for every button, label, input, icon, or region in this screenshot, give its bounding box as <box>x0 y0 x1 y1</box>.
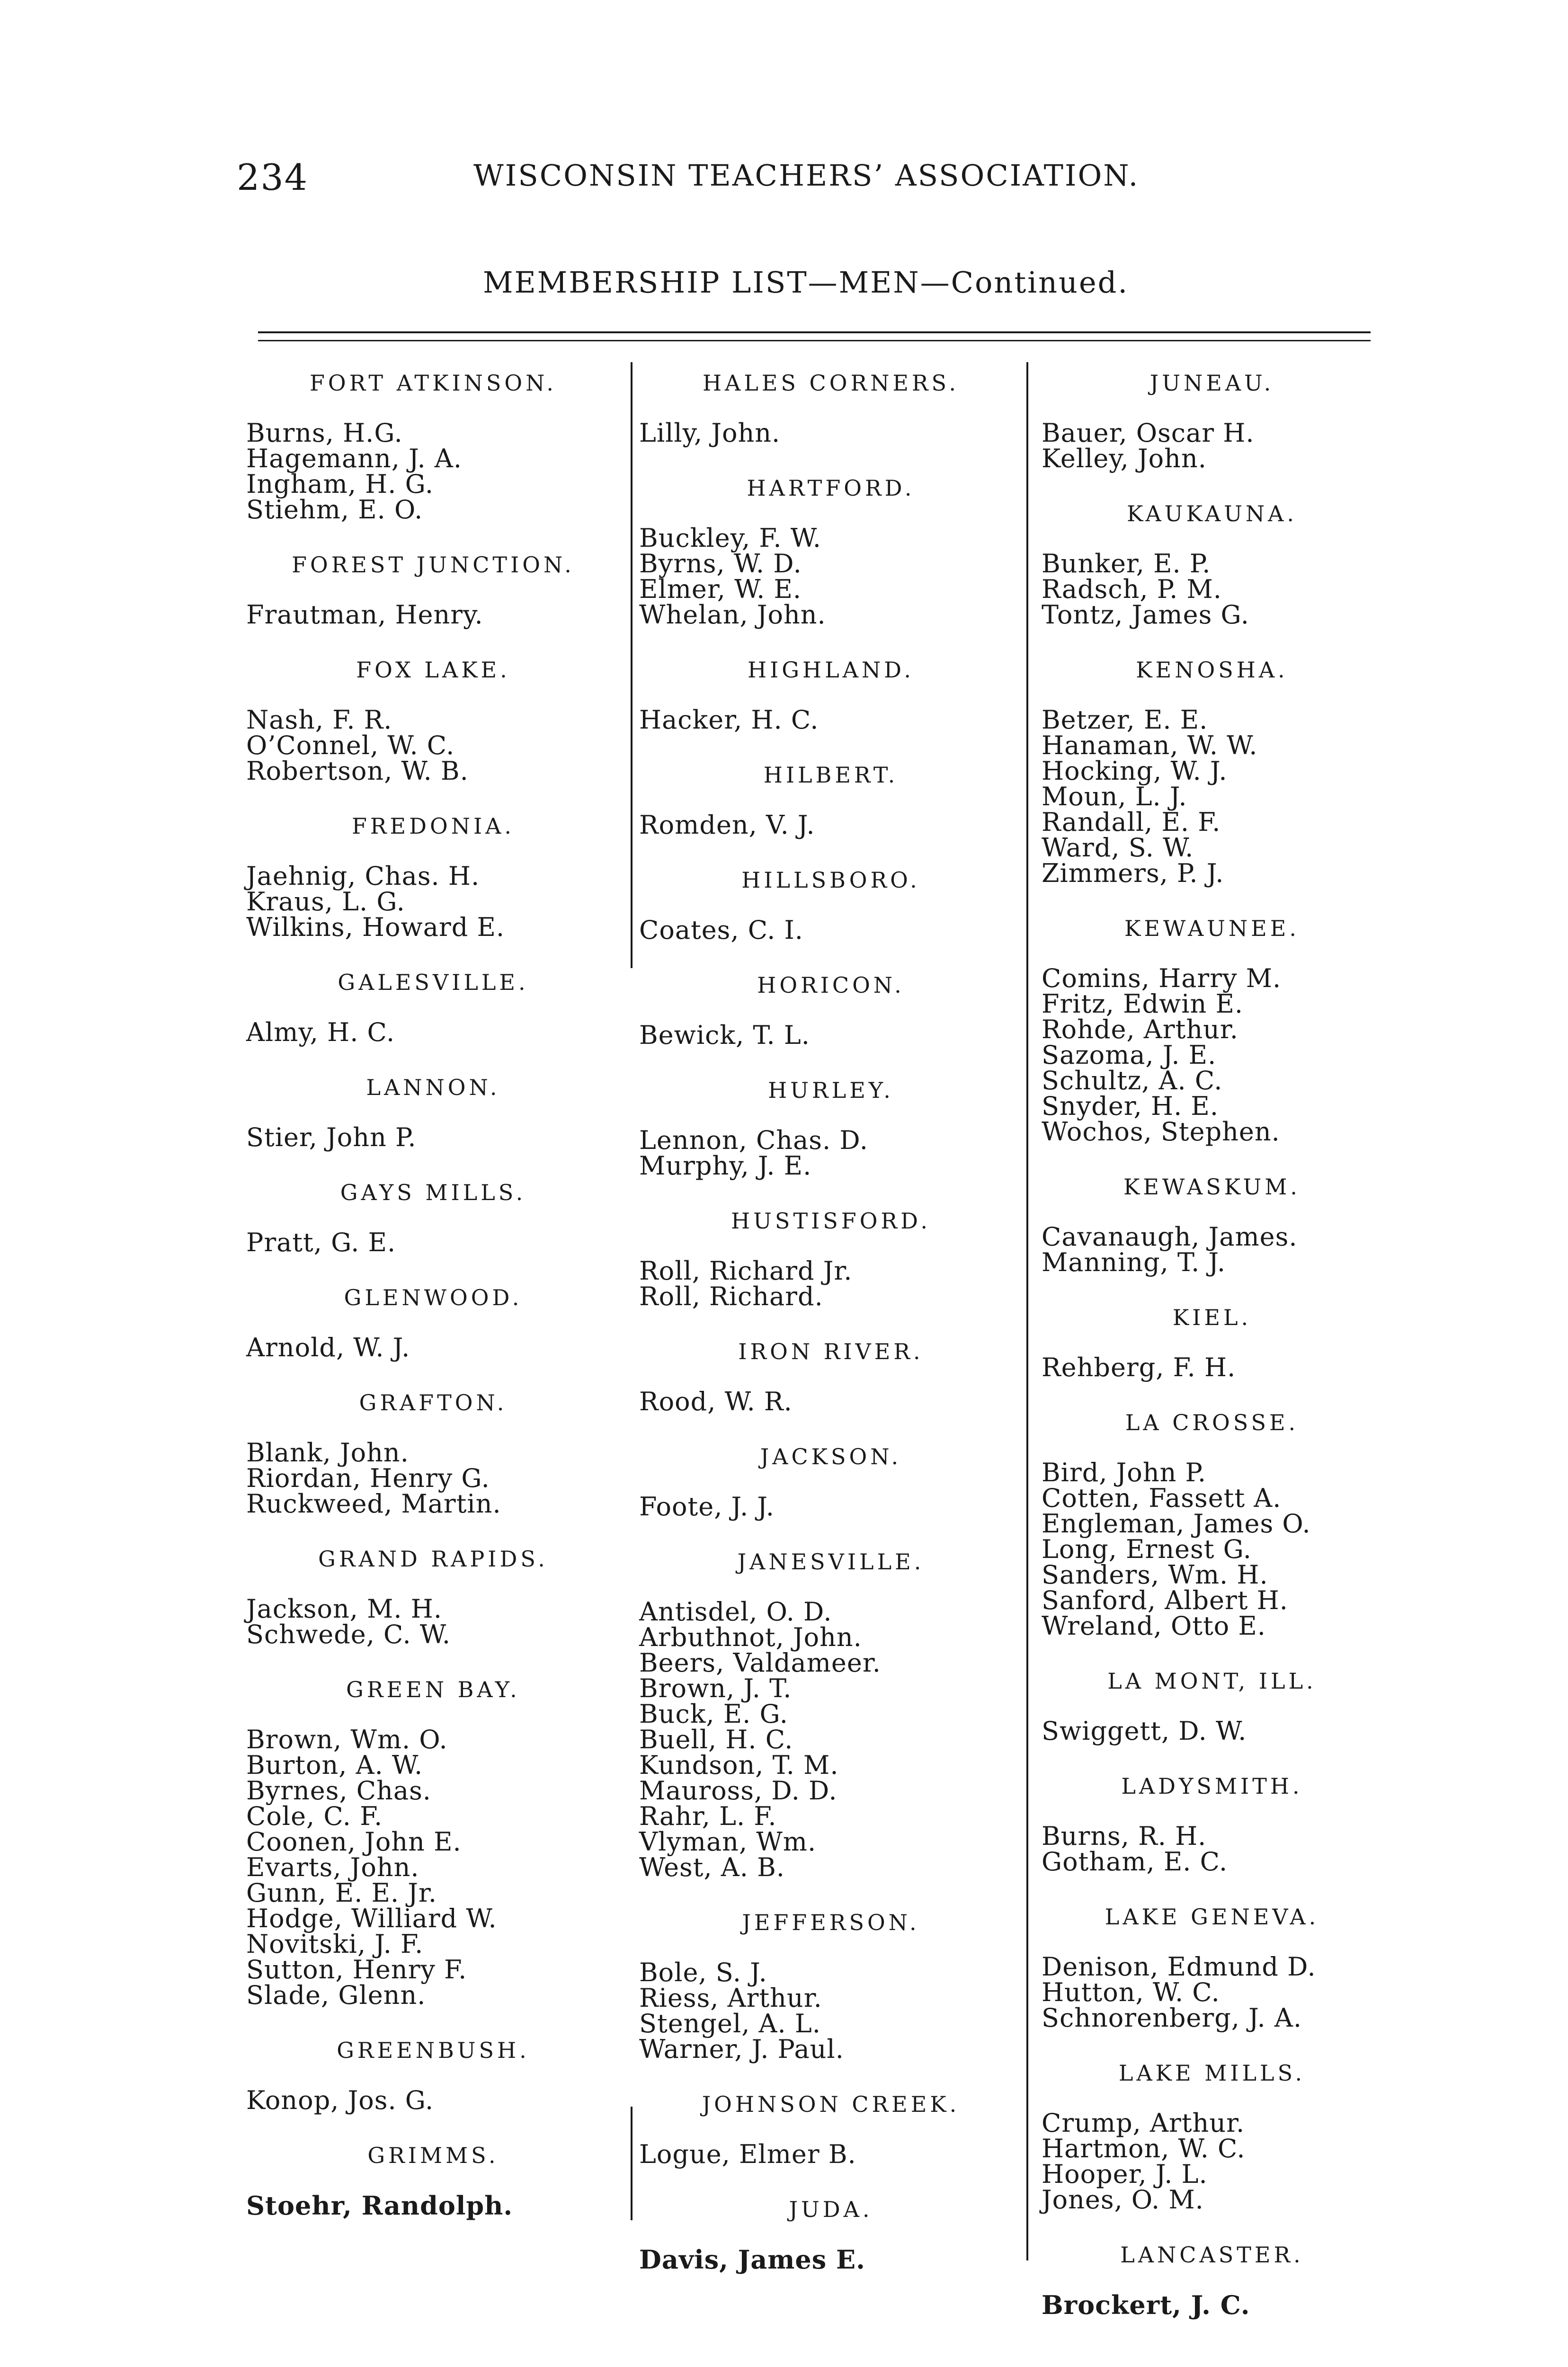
town-section <box>237 1546 630 1647</box>
town-section <box>1032 1773 1392 1875</box>
member-name: Hacker, H. C. <box>639 705 819 735</box>
member-name: Long, Ernest G. <box>1042 1534 1252 1564</box>
member-list <box>237 707 630 784</box>
member-name: Sutton, Henry F. <box>246 1955 467 1984</box>
town-section <box>237 2038 630 2113</box>
member-list <box>237 1596 630 1647</box>
member-name: Kelley, John. <box>1042 444 1207 473</box>
town-heading: KEWASKUM. <box>1123 1174 1301 1200</box>
town-heading: HARTFORD. <box>747 475 915 501</box>
town-heading: JACKSON. <box>760 1444 902 1469</box>
member-name: Rehberg, F. H. <box>1042 1353 1236 1382</box>
member-name: Cole, C. F. <box>246 1801 383 1831</box>
member-name: Buell, H. C. <box>639 1725 793 1754</box>
member-list <box>630 525 1032 628</box>
member-list <box>237 420 630 523</box>
member-name: Lennon, Chas. D. <box>639 1125 868 1155</box>
member-list <box>237 1335 630 1361</box>
member-name: Konop, Jos. G. <box>246 2085 434 2115</box>
member-name: Romden, V. J. <box>639 810 815 840</box>
member-name: Hanaman, W. W. <box>1042 730 1258 760</box>
town-section <box>1032 916 1392 1145</box>
member-list <box>1032 1460 1392 1639</box>
member-list <box>1032 1224 1392 1275</box>
town-heading: KAUKAUNA. <box>1126 501 1298 526</box>
town-section <box>237 1390 630 1517</box>
member-name: Schwede, C. W. <box>246 1620 451 1649</box>
member-name: West, A. B. <box>639 1852 785 1882</box>
member-list <box>1032 1718 1392 1744</box>
member-name: Coonen, John E. <box>246 1827 462 1857</box>
member-name: Nash, F. R. <box>246 705 392 735</box>
town-heading: HURLEY. <box>768 1077 894 1103</box>
member-name: Burns, R. H. <box>1042 1821 1207 1851</box>
town-section <box>630 1339 1032 1415</box>
member-name: Radsch, P. M. <box>1042 574 1222 604</box>
member-name: Logue, Elmer B. <box>639 2139 856 2169</box>
member-name: Denison, Edmund D. <box>1042 1952 1316 1982</box>
town-heading: JEFFERSON. <box>742 1910 920 1935</box>
member-name: Novitski, J. F. <box>246 1929 424 1959</box>
member-name: Kundson, T. M. <box>639 1750 839 1780</box>
town-section <box>237 1285 630 1361</box>
member-name: O’Connel, W. C. <box>246 730 455 760</box>
member-name: Whelan, John. <box>639 600 826 630</box>
member-list <box>237 1017 630 1047</box>
town-heading: JUNEAU. <box>1149 370 1274 396</box>
town-heading: LAKE GENEVA. <box>1105 1904 1319 1930</box>
list-title: MEMBERSHIP LIST—MEN—Continued. <box>483 265 1129 300</box>
town-section <box>630 1444 1032 1520</box>
member-name: Engleman, James O. <box>1042 1509 1311 1539</box>
town-section <box>630 1208 1032 1309</box>
member-list <box>237 1230 630 1255</box>
member-list <box>1032 1954 1392 2031</box>
member-list <box>237 863 630 940</box>
member-name: Burton, A. W. <box>246 1750 423 1780</box>
membership-column-1 <box>237 360 630 2277</box>
member-name: Hodge, Williard W. <box>246 1904 497 1933</box>
member-list <box>630 1258 1032 1309</box>
member-name: Slade, Glenn. <box>246 1980 426 2010</box>
town-heading: HIGHLAND. <box>747 657 915 683</box>
member-name: Swiggett, D. W. <box>1042 1716 1247 1746</box>
town-section <box>1032 1305 1392 1380</box>
member-list <box>1032 1355 1392 1380</box>
member-name: Almy, H. C. <box>246 1017 395 1047</box>
member-name: Rahr, L. F. <box>639 1801 777 1831</box>
member-list <box>630 420 1032 446</box>
town-heading: GLENWOOD. <box>344 1285 523 1310</box>
member-name: Frautman, Henry. <box>246 600 483 630</box>
member-list <box>630 1389 1032 1415</box>
member-list <box>630 2139 1032 2169</box>
member-list <box>1032 963 1392 1147</box>
member-name: Riordan, Henry G. <box>246 1463 490 1493</box>
member-name: Hooper, J. L. <box>1042 2159 1208 2189</box>
member-name: Gunn, E. E. Jr. <box>246 1878 437 1908</box>
page-number: 234 <box>237 156 309 198</box>
member-list <box>237 1727 630 2008</box>
town-section <box>630 762 1032 838</box>
town-section <box>237 813 630 940</box>
member-name: Arnold, W. J. <box>246 1333 410 1362</box>
town-heading: LANNON. <box>366 1075 500 1100</box>
member-name: Stengel, A. L. <box>639 2009 821 2038</box>
member-name: Crump, Arthur. <box>1042 2108 1245 2138</box>
town-section <box>1032 1410 1392 1639</box>
town-section <box>237 970 630 1045</box>
town-section <box>1032 1904 1392 2031</box>
town-heading: KEWAUNEE. <box>1124 916 1300 941</box>
member-name: Ingham, H. G. <box>246 469 434 499</box>
member-name: Rood, W. R. <box>639 1387 793 1416</box>
member-name: Foote, J. J. <box>639 1492 775 1522</box>
town-heading: LA CROSSE. <box>1125 1410 1299 1435</box>
town-section <box>237 2143 630 2221</box>
member-name: Hocking, W. J. <box>1042 756 1228 786</box>
town-section <box>237 1075 630 1150</box>
page-header <box>237 156 1420 204</box>
member-name: Moun, L. J. <box>1042 782 1187 811</box>
member-name: Buckley, F. W. <box>639 523 821 553</box>
member-list <box>630 2244 1032 2275</box>
member-list <box>630 1494 1032 1520</box>
member-name: Bewick, T. L. <box>639 1020 810 1050</box>
member-list <box>630 1125 1032 1181</box>
member-name: Snyder, H. E. <box>1042 1091 1219 1121</box>
member-name: Robertson, W. B. <box>246 756 469 786</box>
member-list <box>1032 2292 1392 2318</box>
town-section <box>1032 2242 1392 2318</box>
town-section <box>237 370 630 523</box>
member-name: Byrnes, Chas. <box>246 1776 431 1806</box>
member-list <box>630 917 1032 943</box>
member-name: Coates, C. I. <box>639 915 803 945</box>
member-name: Roll, Richard Jr. <box>639 1256 853 1286</box>
member-name: Bole, S. J. <box>639 1958 767 1987</box>
town-section <box>630 867 1032 943</box>
town-heading: FORT ATKINSON. <box>309 370 557 396</box>
member-name: Vlyman, Wm. <box>639 1827 817 1857</box>
town-heading: JUDA. <box>789 2197 873 2222</box>
member-name: Blank, John. <box>246 1438 409 1468</box>
member-name: Lilly, John. <box>639 418 781 448</box>
member-list <box>630 812 1032 838</box>
member-name: Sanford, Albert H. <box>1042 1585 1288 1615</box>
member-name: Bauer, Oscar H. <box>1042 418 1255 448</box>
town-heading: GRAFTON. <box>359 1390 508 1415</box>
town-heading: LANCASTER. <box>1120 2242 1304 2268</box>
town-heading: HUSTISFORD. <box>731 1208 931 1234</box>
member-name: Hartmon, W. C. <box>1042 2134 1246 2163</box>
town-heading: HALES CORNERS. <box>702 370 960 396</box>
town-heading: GRIMMS. <box>367 2143 499 2168</box>
member-list <box>237 602 630 628</box>
member-name: Elmer, W. E. <box>639 574 802 604</box>
town-heading: GREENBUSH. <box>337 2038 530 2063</box>
member-list <box>237 2085 630 2115</box>
member-name: Sazoma, J. E. <box>1042 1040 1217 1070</box>
running-head: WISCONSIN TEACHERS’ ASSOCIATION. <box>473 158 1140 193</box>
member-name: Byrns, W. D. <box>639 549 802 578</box>
town-section <box>1032 501 1392 628</box>
member-name: Brown, Wm. O. <box>246 1725 448 1754</box>
member-name: Stiehm, E. O. <box>246 495 423 525</box>
member-name: Sanders, Wm. H. <box>1042 1560 1268 1590</box>
town-heading: GALESVILLE. <box>338 970 529 995</box>
member-list <box>1032 707 1392 886</box>
town-section <box>630 1549 1032 1880</box>
member-name: Beers, Valdameer. <box>639 1648 881 1678</box>
member-list <box>237 1440 630 1517</box>
member-name: Jaehnig, Chas. H. <box>246 861 480 891</box>
member-list <box>630 1960 1032 2062</box>
member-name: Pratt, G. E. <box>246 1228 396 1257</box>
town-section <box>630 370 1032 446</box>
member-list <box>1032 551 1392 628</box>
town-heading: GREEN BAY. <box>346 1677 520 1702</box>
town-section <box>1032 657 1392 886</box>
member-name: Riess, Arthur. <box>639 1983 822 2013</box>
town-section <box>1032 2060 1392 2213</box>
member-name: Stoehr, Randolph. <box>246 2190 513 2221</box>
member-name: Evarts, John. <box>246 1852 419 1882</box>
member-name: Stier, John P. <box>246 1122 417 1152</box>
town-section <box>630 972 1032 1048</box>
member-name: Schultz, A. C. <box>1042 1066 1223 1095</box>
town-heading: KENOSHA. <box>1136 657 1288 683</box>
member-list <box>237 2190 630 2221</box>
member-name: Tontz, James G. <box>1042 600 1249 630</box>
town-heading: HILLSBORO. <box>741 867 920 893</box>
member-name: Mauross, D. D. <box>639 1776 837 1806</box>
member-list <box>630 1020 1032 1050</box>
membership-column-3 <box>1032 360 1392 2320</box>
town-section <box>1032 1174 1392 1275</box>
member-name: Murphy, J. E. <box>639 1151 812 1181</box>
town-heading: LA MONT, ILL. <box>1107 1668 1317 1694</box>
member-name: Jackson, M. H. <box>246 1594 443 1624</box>
town-section <box>237 1677 630 2008</box>
town-section <box>630 2091 1032 2167</box>
member-name: Randall, E. F. <box>1042 807 1221 837</box>
member-name: Cotten, Fassett A. <box>1042 1483 1282 1513</box>
member-name: Bunker, E. P. <box>1042 549 1211 578</box>
member-name: Cavanaugh, James. <box>1042 1222 1298 1252</box>
member-name: Zimmers, P. J. <box>1042 858 1224 888</box>
town-section <box>630 475 1032 628</box>
member-list <box>630 707 1032 733</box>
member-name: Wochos, Stephen. <box>1042 1117 1280 1147</box>
member-name: Comins, Harry M. <box>1042 963 1282 993</box>
member-name: Rohde, Arthur. <box>1042 1014 1238 1044</box>
town-section <box>1032 370 1392 472</box>
member-name: Brockert, J. C. <box>1042 2290 1250 2320</box>
town-section <box>630 1077 1032 1179</box>
member-name: Jones, O. M. <box>1042 2185 1204 2215</box>
membership-column-2 <box>630 360 1032 2277</box>
member-name: Hutton, W. C. <box>1042 1977 1220 2007</box>
member-name: Roll, Richard. <box>639 1281 823 1311</box>
member-list <box>237 1122 630 1152</box>
member-name: Hagemann, J. A. <box>246 444 463 473</box>
member-name: Wilkins, Howard E. <box>246 912 505 942</box>
member-name: Ruckweed, Martin. <box>246 1489 501 1519</box>
member-name: Buck, E. G. <box>639 1699 788 1729</box>
member-name: Burns, H.G. <box>246 418 403 448</box>
town-section <box>630 1910 1032 2062</box>
member-name: Antisdel, O. D. <box>639 1597 832 1627</box>
member-name: Manning, T. J. <box>1042 1247 1226 1277</box>
member-list <box>1032 420 1392 472</box>
double-rule-bottom <box>258 340 1371 341</box>
town-heading: JANESVILLE. <box>737 1549 925 1575</box>
double-rule-top <box>258 331 1371 333</box>
member-name: Schnorenberg, J. A. <box>1042 2003 1302 2033</box>
town-section <box>630 2197 1032 2275</box>
town-heading: IRON RIVER. <box>738 1339 924 1364</box>
member-name: Davis, James E. <box>639 2244 865 2275</box>
member-name: Fritz, Edwin E. <box>1042 989 1244 1019</box>
town-section <box>237 1180 630 1255</box>
town-heading: LAKE MILLS. <box>1118 2060 1306 2086</box>
town-heading: GRAND RAPIDS. <box>318 1546 548 1572</box>
member-name: Ward, S. W. <box>1042 833 1194 863</box>
town-heading: HORICON. <box>757 972 905 998</box>
town-heading: FREDONIA. <box>352 813 515 839</box>
town-heading: LADYSMITH. <box>1121 1773 1303 1799</box>
town-heading: KIEL. <box>1172 1305 1252 1330</box>
town-heading: HILBERT. <box>763 762 899 788</box>
town-section <box>630 657 1032 733</box>
town-heading: FOX LAKE. <box>356 657 510 683</box>
member-name: Betzer, E. E. <box>1042 705 1208 735</box>
member-list <box>1032 2110 1392 2213</box>
member-list <box>1032 1821 1392 1877</box>
town-section <box>1032 1668 1392 1744</box>
member-list <box>630 1599 1032 1880</box>
town-section <box>237 552 630 628</box>
member-name: Gotham, E. C. <box>1042 1847 1228 1877</box>
member-name: Bird, John P. <box>1042 1458 1207 1487</box>
town-section <box>237 657 630 784</box>
member-name: Brown, J. T. <box>639 1673 792 1703</box>
member-name: Warner, J. Paul. <box>639 2034 844 2064</box>
town-heading: FOREST JUNCTION. <box>292 552 575 578</box>
town-heading: JOHNSON CREEK. <box>702 2091 960 2117</box>
member-name: Arbuthnot, John. <box>639 1622 862 1652</box>
member-name: Wreland, Otto E. <box>1042 1611 1266 1641</box>
member-name: Kraus, L. G. <box>246 887 405 917</box>
town-heading: GAYS MILLS. <box>340 1180 526 1205</box>
